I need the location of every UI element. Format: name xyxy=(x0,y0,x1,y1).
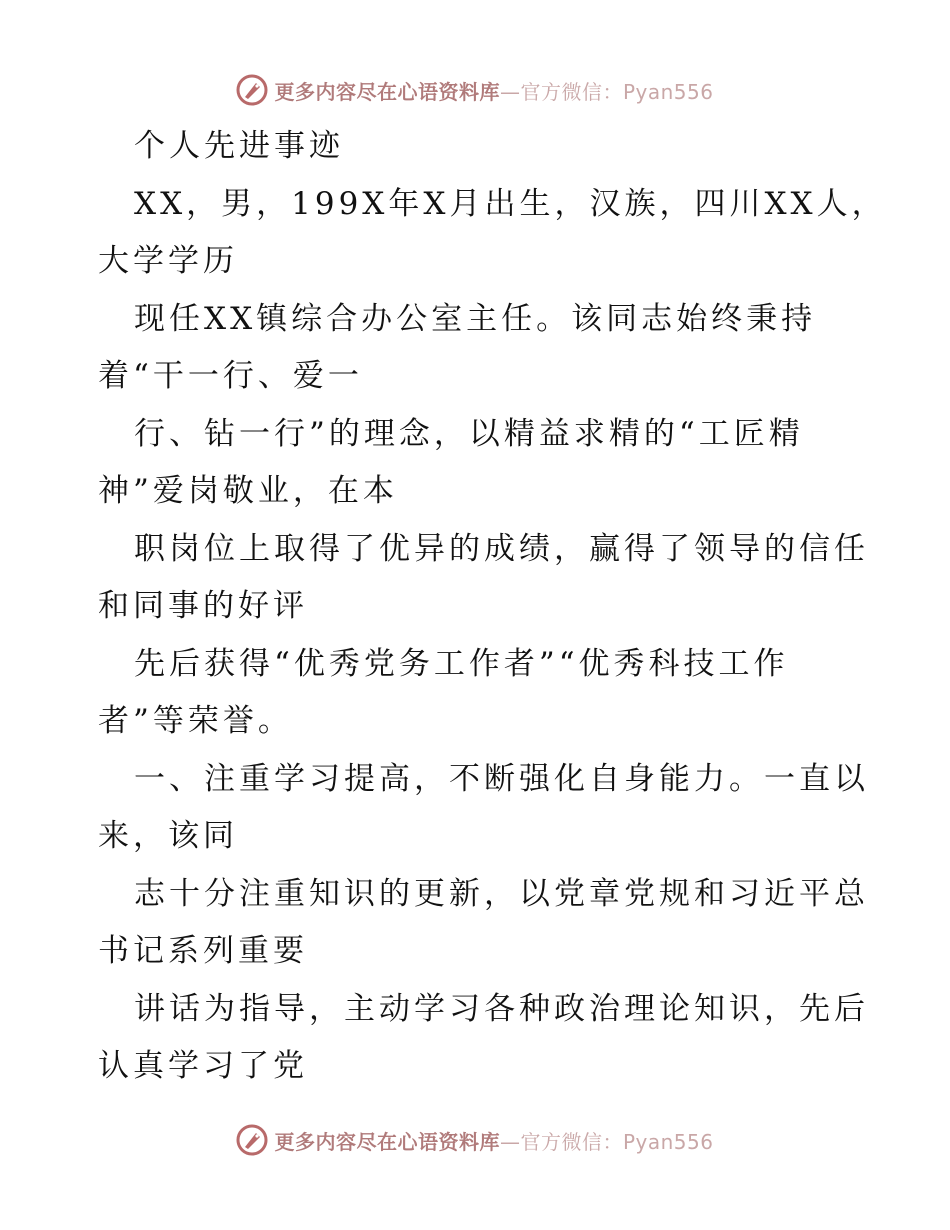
text-line: 者”等荣誉。 xyxy=(98,703,293,739)
watermark-text: 更多内容尽在心语资料库—官方微信：Pyan556 xyxy=(274,79,714,104)
document-title: 个人先进事迹 xyxy=(134,128,344,164)
document-body xyxy=(98,118,887,1096)
text-line: 先后获得“优秀党务工作者”“优秀科技工作 xyxy=(134,645,789,682)
watermark-text: 更多内容尽在心语资料库—官方微信：Pyan556 xyxy=(274,1129,714,1154)
pen-nib-circle-icon xyxy=(236,74,268,106)
text-line: 认真学习了党 xyxy=(98,1048,308,1084)
watermark-header xyxy=(0,70,950,110)
text-line: 大学学历 xyxy=(98,243,238,279)
text-line: 着“干一行、爱一 xyxy=(98,358,363,394)
text-line: 神”爱岗敬业，在本 xyxy=(98,473,398,509)
watermark-footer xyxy=(0,1120,950,1160)
text-line: 志十分注重知识的更新，以党章党规和习近平总 xyxy=(134,875,869,912)
text-line: 行、钻一行”的理念，以精益求精的“工匠精 xyxy=(134,415,804,452)
text-line: 职岗位上取得了优异的成绩，赢得了领导的信任 xyxy=(134,530,869,567)
text-line: 来，该同 xyxy=(98,818,238,854)
section-heading-line: 一、注重学习提高，不断强化自身能力。一直以 xyxy=(134,760,869,797)
pen-nib-circle-icon xyxy=(236,1124,268,1156)
text-line: XX，男，199X年X月出生，汉族，四川XX人， xyxy=(134,185,887,222)
text-line: 和同事的好评 xyxy=(98,588,308,624)
text-line: 书记系列重要 xyxy=(98,933,308,969)
text-line: 讲话为指导，主动学习各种政治理论知识，先后 xyxy=(134,990,869,1027)
text-line: 现任XX镇综合办公室主任。该同志始终秉持 xyxy=(134,300,817,337)
